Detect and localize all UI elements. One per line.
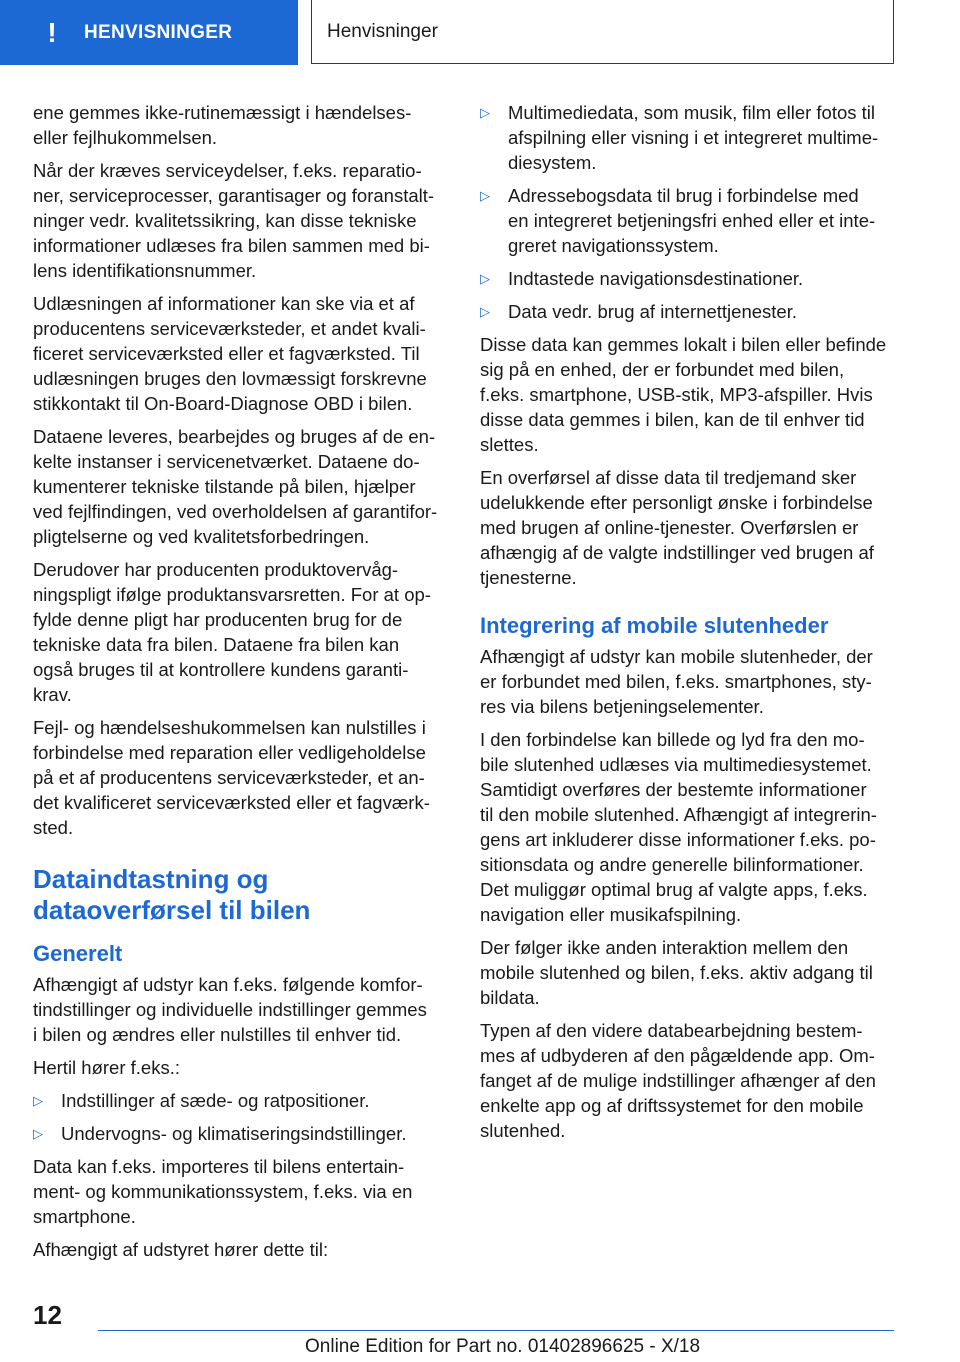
paragraph: Afhængigt af udstyr kan mobile slutenheder, der er forbundet med bilen, f.eks. smartphones, sty- res via bilens betjeningselementer. <box>480 646 873 717</box>
subsection-heading: Generelt <box>33 941 123 966</box>
triangle-bullet-icon: ▷ <box>33 1126 43 1141</box>
triangle-bullet-icon: ▷ <box>33 1093 43 1108</box>
edition-text: Online Edition for Part no. 01402896625 - X/18 <box>305 1336 701 1357</box>
list-item <box>480 266 900 291</box>
paragraph: Hertil hører f.eks.: <box>33 1057 180 1078</box>
paragraph: Afhængigt af udstyret hører dette til: <box>33 1239 329 1260</box>
list-item-text: Undervogns- og klimatiseringsindstillinger. <box>61 1123 407 1144</box>
section-title-box <box>311 0 894 64</box>
paragraph: Når der kræves serviceydelser, f.eks. reparatio- ner, serviceprocesser, garantisager og foranstalt- ninger vedr. kvalitetssikring, kan disse tekniske informationer udlæses fra bilen sammen med bi- lens identifikationsnummer. <box>33 160 435 281</box>
paragraph: Dataene leveres, bearbejdes og bruges af de en- kelte instanser i servicenetværket. Dataene do- kumenterer tekniske tilstande på bilen, hjælper ved fejlfindingen, ved overholdelsen af garantifor- pligtelserne og ved kvalitetsforbedringen. <box>33 426 438 547</box>
list-item-text: Multimediedata, som musik, film eller fotos til afspilning eller visning i et integreret multime- diesystem. <box>508 102 879 173</box>
paragraph: ene gemmes ikke-rutinemæssigt i hændelses- eller fejlhukommelsen. <box>33 102 412 148</box>
section-heading: Dataindtastning og dataoverførsel til bilen <box>33 864 311 925</box>
list-item <box>480 299 900 324</box>
triangle-bullet-icon: ▷ <box>480 105 490 120</box>
section-tab-label: HENVISNINGER <box>84 21 233 43</box>
triangle-bullet-icon: ▷ <box>480 188 490 203</box>
paragraph: Udlæsningen af informationer kan ske via et af producentens serviceværksteder, et andet kvali- ficeret serviceværksted eller et fagværksted. Til udlæsningen bruges den lovmæssigt forskrevne stikkontakt til On-Board-Diagnose OBD i bilen. <box>33 293 427 414</box>
right-column <box>480 100 900 1151</box>
paragraph: Data kan f.eks. importeres til bilens entertain- ment- og kommunikationssystem, f.eks. via en smartphone. <box>33 1156 413 1227</box>
triangle-bullet-icon: ▷ <box>480 271 490 286</box>
paragraph: Disse data kan gemmes lokalt i bilen eller befinde sig på en enhed, der er forbundet med bilen, f.eks. smartphone, USB-stik, MP3-afspiller. Hvis disse data gemmes i bilen, kan de til enhver tid slettes. <box>480 334 887 455</box>
exclamation-icon: ! <box>47 16 57 48</box>
list-item <box>33 1121 451 1146</box>
triangle-bullet-icon: ▷ <box>480 304 490 319</box>
list-item <box>480 183 900 258</box>
list-item <box>480 100 900 175</box>
list-item <box>33 1088 451 1113</box>
paragraph: Afhængigt af udstyr kan f.eks. følgende komfor- tindstillinger og individuelle indstillinger gemmes i bilen og ændres eller nulstilles til enhver tid. <box>33 974 427 1045</box>
paragraph: Derudover har producenten produktovervåg- ningspligt ifølge produktansvarsretten. For at op- fylde denne pligt har producenten brug for de tekniske data fra bilen. Dataene fra bilen kan også bruges til at kontrollere kundens garanti- krav. <box>33 559 431 705</box>
subsection-heading: Integrering af mobile slutenheder <box>480 613 829 638</box>
list-item-text: Data vedr. brug af internettjenester. <box>508 301 797 322</box>
paragraph: Fejl- og hændelseshukommelsen kan nulstilles i forbindelse med reparation eller vedligeholdelse på et af producentens serviceværksteder, et an- det kvalificeret serviceværksted eller et fagværk- sted. <box>33 717 430 838</box>
footer-divider <box>98 1330 894 1331</box>
section-tab <box>0 0 298 65</box>
paragraph: En overførsel af disse data til tredjemand sker udelukkende efter personligt ønske i forbindelse med brugen af online-tjenester. Overførslen er afhængig af de valgte indstillinger ved brugen af tjenesterne. <box>480 467 874 588</box>
list-item-text: Indtastede navigationsdestinationer. <box>508 268 804 289</box>
section-title: Henvisninger <box>327 20 438 42</box>
list-item-text: Indstillinger af sæde- og ratpositioner. <box>61 1090 370 1111</box>
page-number: 12 <box>33 1300 62 1330</box>
left-column <box>33 100 451 1270</box>
paragraph: I den forbindelse kan billede og lyd fra den mo- bile slutenhed udlæses via multimediesystemet. Samtidigt overføres der bestemte informationer til den mobile slutenhed. Afhængigt af integrerin- gens art inkluderer disse informationer f.eks. po- sitionsdata og andre generelle bilinformationer. Det muliggør optimal brug af valgte apps, f.eks. navigation eller musikafspilning. <box>480 729 877 925</box>
paragraph: Der følger ikke anden interaktion mellem den mobile slutenhed og bilen, f.eks. aktiv adgang til bildata. <box>480 937 873 1008</box>
list-item-text: Adressebogsdata til brug i forbindelse med en integreret betjeningsfri enhed eller et inte- greret navigationssystem. <box>508 185 876 256</box>
paragraph: Typen af den videre databearbejdning bestem- mes af udbyderen af den pågældende app. Om- fanget af de mulige indstillinger afhænger af den enkelte app og af driftssystemet for den mobile slutenhed. <box>480 1020 876 1141</box>
